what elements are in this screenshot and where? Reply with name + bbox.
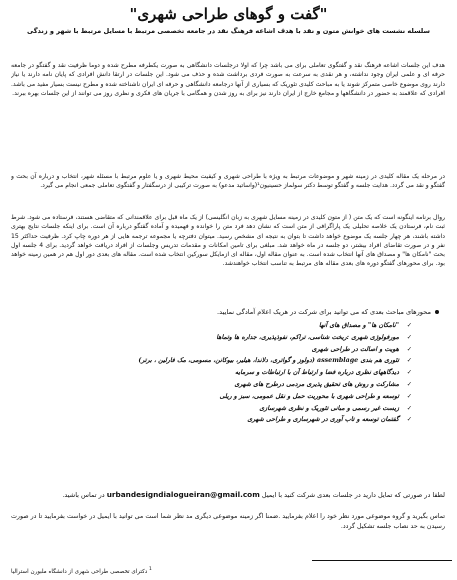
checkmark-icon: ✓ <box>406 380 412 388</box>
topic-item <box>52 379 412 391</box>
contact-paragraph: تماس بگیرید و گروه موضوعی مورد نظر خود را اعلام بفرمایید .ضمنا اگر زمینه موضوعی دیگری مد نظر شما است می توانید با ایمیل در خواست بفرمایید تا در صورت رسیدن به حد نصاب جلسه تشکیل گردد. <box>11 513 445 530</box>
contact-suffix: در تماس باشید. <box>62 491 105 499</box>
topic-item <box>52 355 412 367</box>
topic-text: تئوری هم بندی assemblage (دولوز و گواتری، دلاندا، هیلیر، بیوکانن، مسومی، مک فارلین ، برتر) <box>138 357 399 365</box>
topic-item <box>52 332 412 344</box>
topic-item <box>52 320 412 332</box>
topic-text: دیدگاههای نظری درباره فضا و ارتباط آن با ارتباطات و سرمایه <box>234 369 399 377</box>
checkmark-icon: ✓ <box>406 357 412 365</box>
contact-email-line <box>11 490 445 500</box>
footnote-divider <box>312 560 452 561</box>
checkmark-icon: ✓ <box>406 345 412 353</box>
topic-item <box>52 367 412 379</box>
checkmark-icon: ✓ <box>406 369 412 377</box>
topic-item <box>52 414 412 426</box>
footnote-text: دکترای تخصصی طراحی شهری از دانشگاه ملبورن استرالیا <box>11 568 148 575</box>
checkmark-icon: ✓ <box>406 333 412 341</box>
topic-text: زیست غیر رسمی و مبانی تئوریک و نظری شهرسازی <box>259 404 399 412</box>
checkmark-icon: ✓ <box>406 322 412 329</box>
topics-intro <box>19 308 439 317</box>
topics-intro-text: محورهای مباحث بعدی که می توانید برای شرکت در هریک اعلام آمادگی نمایید. <box>217 308 431 316</box>
topic-item <box>52 391 412 403</box>
footnote <box>11 566 445 576</box>
topic-text: هویت و اصالت در طراحی شهری <box>311 345 399 353</box>
topic-text: مورفولوژی شهری :ریخت شناسی، تراکم، نفوذپذیری، جداره ها وتماها <box>216 333 399 341</box>
page-subtitle: سلسله نشست های خوانش متون و نقد با هدف اشاعه فرهنگ نقد در جامعه تخصصی مرتبط با مسایل مرتبط با شهر و زندگی <box>27 27 430 35</box>
checkmark-icon: ✓ <box>406 392 412 400</box>
paragraph-goals: هدف این جلسات اشاعه فرهنگ نقد و گفتگوی تعاملی برای می باشد چرا که اولا درجلسات دانشگاهی به صورت یکطرفه مطرح شده و دوما ظرفیت نقد و گفتگو در جامعه حرفه ای و علمی ایران وجود نداشته، و هر نقدی به سرعت به صورت فردی برداشت شده و حذف می شود. این جلسات در ارتقا دانش افرادی که پایان نامه دارند یا نیاز دارند روی موضوع خاصی متمرکز شوند یا به مباحث کلیدی تئوریک که بسیاری از آنها درجامعه دانشگاهی و حرفه ای ایران ناشناخته شده و مطرح نیست بسیار مفید می باشد. افرادی که علاقمند به حضور در دانشگاهها و مجامع خارج از ایران دارند نیز برای به روز شدن و همگامی با جریان های فکری و نظری روز می توانند از این جلسات بهره ببرند. <box>11 62 445 97</box>
topic-item <box>52 344 412 356</box>
checkmark-icon: ✓ <box>406 404 412 412</box>
footnote-marker: 1 <box>149 567 152 572</box>
paragraph-procedure: روال برنامه اینگونه است که یک متن ( از متون کلیدی در زمینه مسایل شهری به زبان انگلیسی) از یک ماه قبل برای علاقمندانی که متقاضی هستند، فرستاده می شود. شرط ثبت نام، فرستادن یک خلاصه تحلیلی یک پاراگرافی از متن است که نشان دهد فرد متن را خوانده و فهمیده و آماده گفتگو درباره آن است. برای اینکه جلسات نتایج بهتری داشته باشند، هر چهار جلسه یک موضوع خواهد داشت تا بتوان به نتیجه ای مشخص رسید. میتوان دفترچه یا مجموعه ترجمه هایی از هر دوره چاپ کرد. ظرفیت حداکثر 15 نفر و در صورت تقاضای افراد بیشتر، دو جلسه در ماه خواهد شد. مبلغی برای تامین امکانات و مقدمات تدریس وجلسات از افراد دریافت خواهد گردید. برای 4 جلسه اول بحث "نامکان ها" و مصداق های آنها انتخاب شده است. به عنوان مقاله اول، مقاله ای ازمایکل سورکین انتخاب شده است. مقاله های بعدی دور اول هم در همین زمینه خواهد بود. برای محورهای گفتگو دوره های بعدی مقاله های مرتبط به تناسب انتخاب خواهندشد. <box>11 214 445 268</box>
topic-text: گفتمان توسعه و تاب آوری در شهرسازی و طراحی شهری <box>247 416 399 424</box>
topic-text: مشارکت و روش های تحقیق پذیری مردمی درطرح های شهری <box>234 380 399 388</box>
bullet-icon <box>435 310 439 314</box>
contact-email-link[interactable]: urbandesigndialogueiran@gmail.com <box>106 490 260 499</box>
contact-prefix: لطفا در صورتی که تمایل دارید در جلسات بعدی شرکت کنید با ایمیل <box>261 491 445 499</box>
topic-text: توسعه و طراحی شهری با محوریت حمل و نقل عمومی، سبز و ریلی <box>219 392 399 400</box>
topic-item <box>52 403 412 415</box>
topics-list <box>52 320 412 426</box>
page-title: "گفت و گوهای طراحی شهری" <box>129 5 328 23</box>
checkmark-icon: ✓ <box>406 416 412 424</box>
paragraph-stage: در مرحله یک مقاله کلیدی در زمینه شهر و موضوعات مرتبط به ویژه با طراحی شهری و کیفیت محیط شهری و یا علوم مرتبط با مسئله شهر، انتخاب و درباره آن بحث و گفتگو و نقد می گردد. هدایت جلسه و گفتگو توسط دکتر سولماز حسینیون¹(واساتید مدعو) به صورت ترکیبی از درسگفتار و گفتگوی تعاملی جمعی انجام می گیرد. <box>11 173 445 190</box>
topic-text: "نامکان ها" و مصداق های آنها <box>318 322 399 329</box>
